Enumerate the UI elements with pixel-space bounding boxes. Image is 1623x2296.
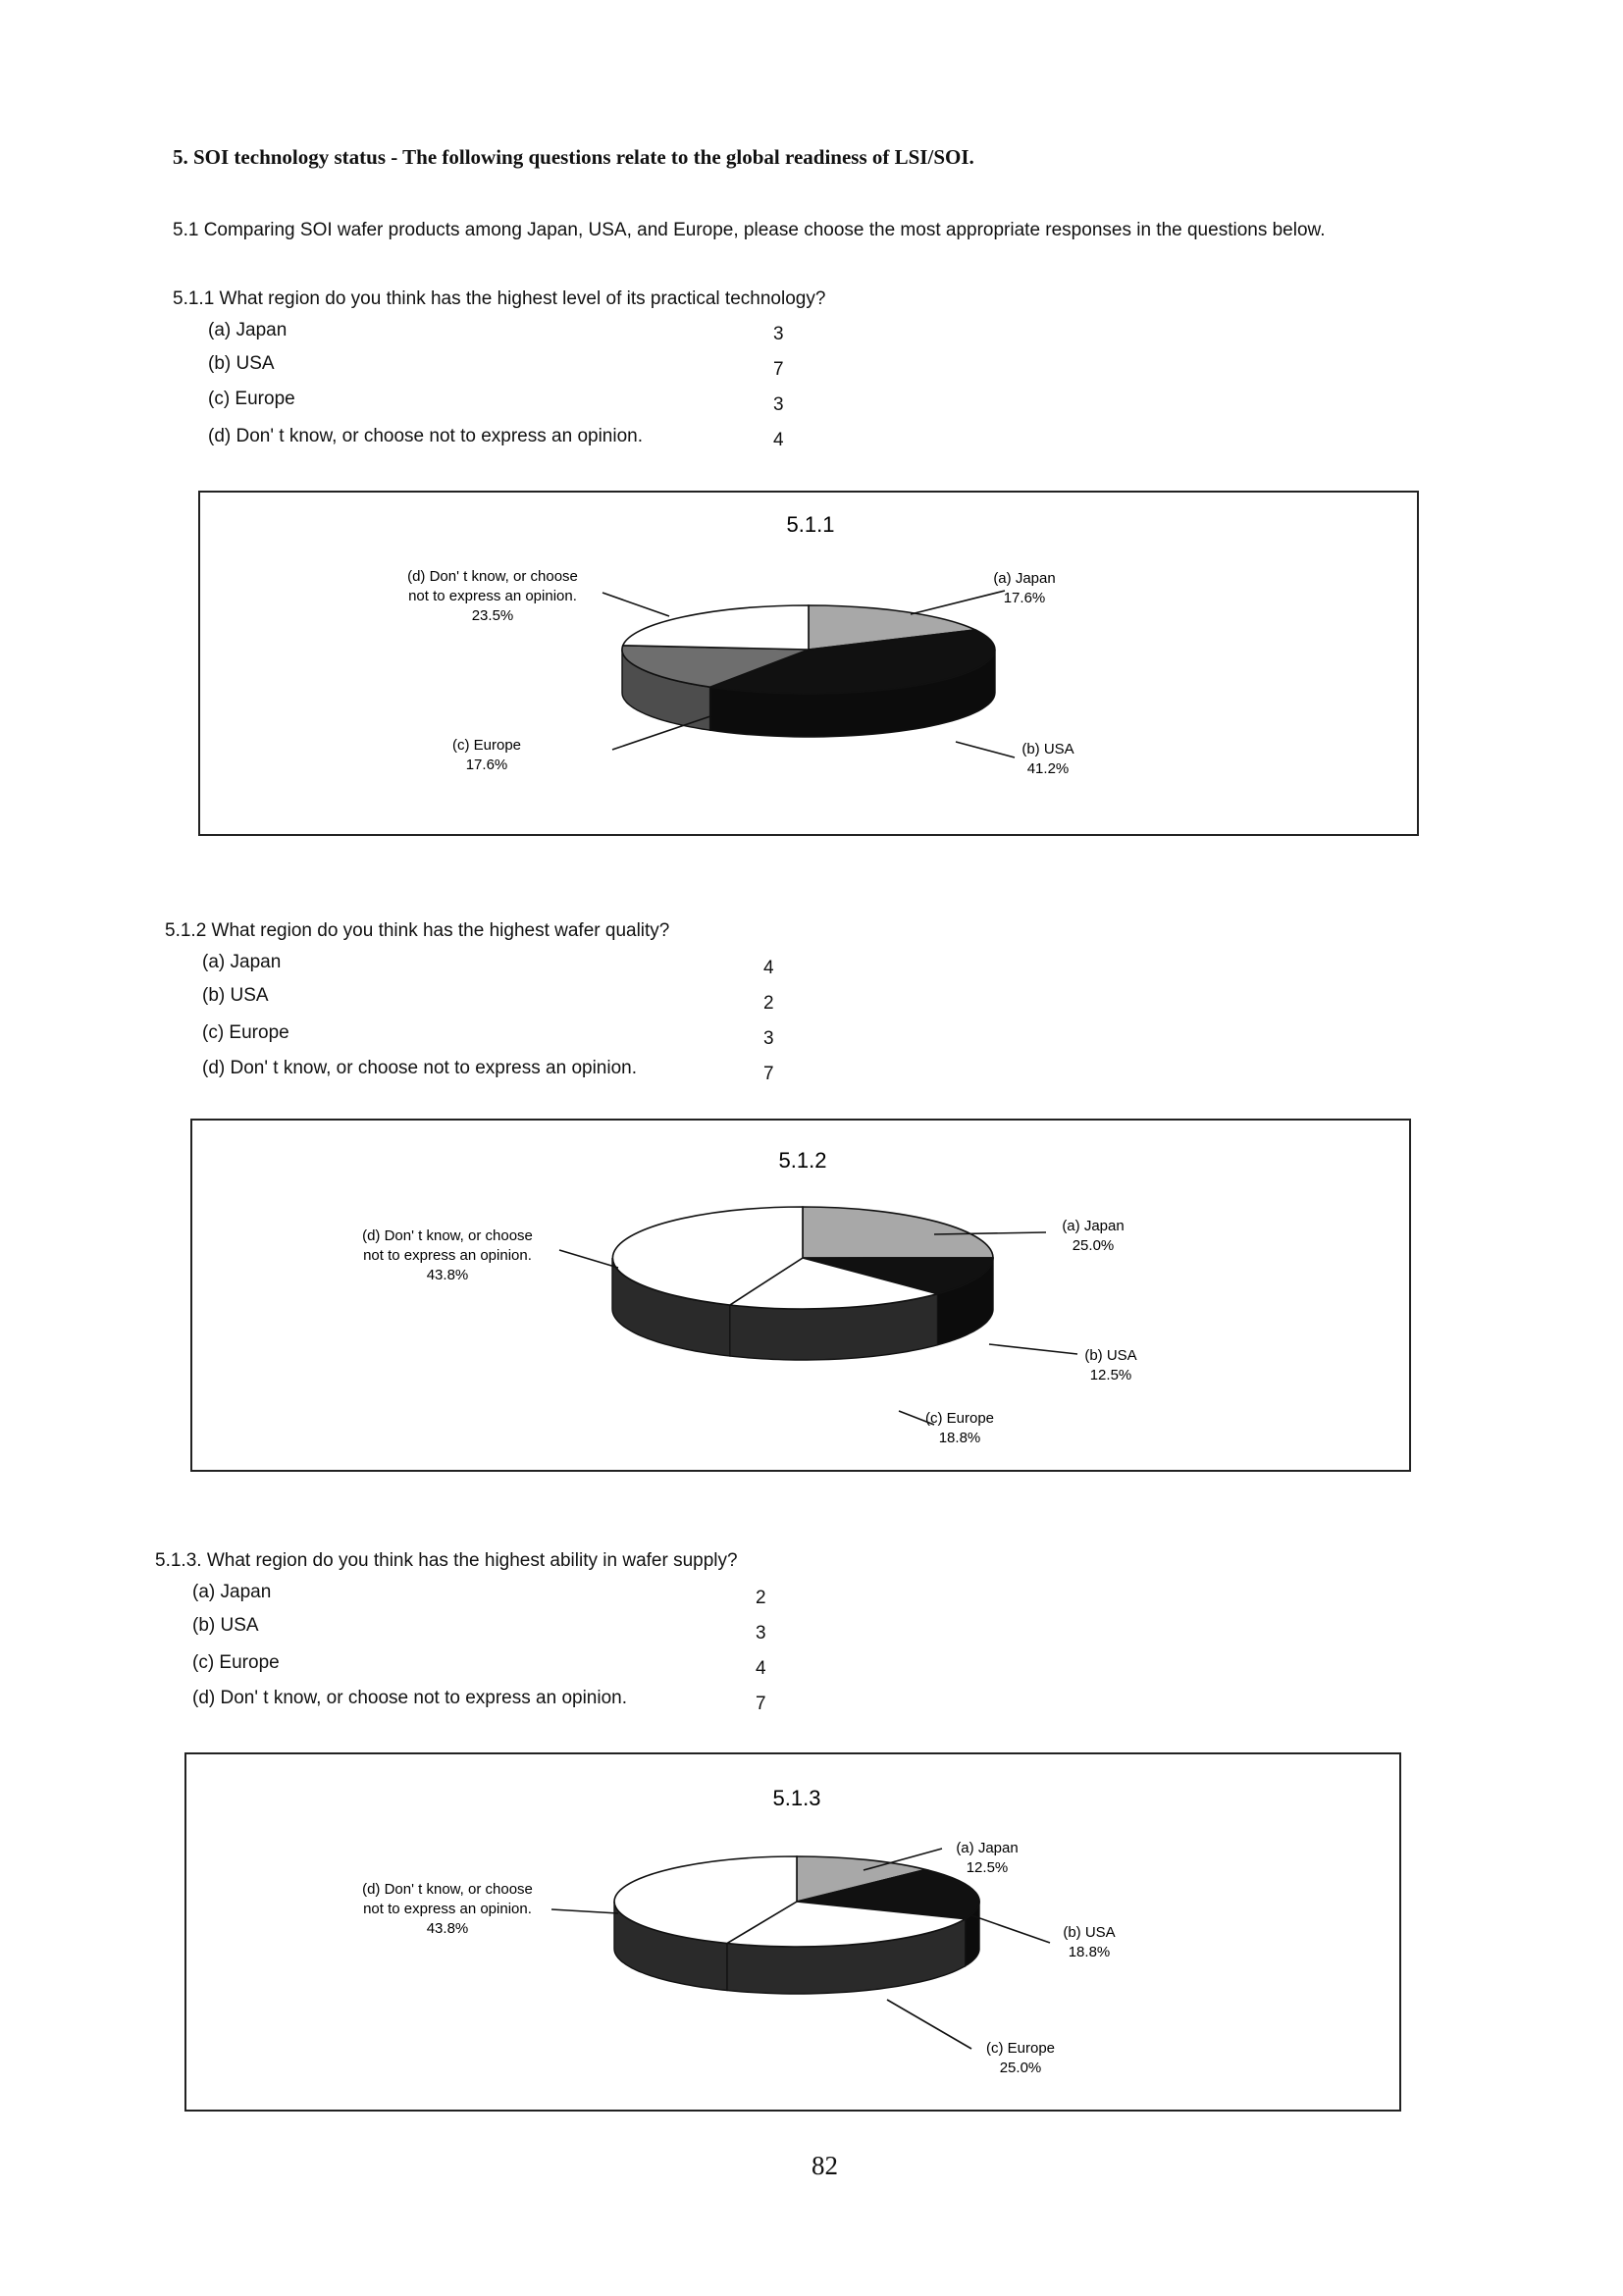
pie-slice-0 [803,1207,993,1258]
svg-text:12.5%: 12.5% [966,1859,1009,1876]
svg-text:23.5%: 23.5% [471,607,514,624]
svg-text:43.8%: 43.8% [426,1920,469,1937]
option-c-label: (c) Europe [192,1652,280,1673]
pie-top [612,1207,993,1309]
option-a-label: (a) Japan [192,1582,272,1602]
option-c-count: 3 [773,394,784,415]
option-d-count: 7 [763,1064,774,1084]
label-japan [993,570,1055,606]
section-intro: 5.1 Comparing SOI wafer products among Japan, USA, and Europe, please choose the most appropriate responses in the questions below. [173,220,1326,240]
chart-title: 5.1.2 [778,1148,827,1173]
svg-text:not to express an opinion.: not to express an opinion. [408,588,577,604]
svg-text:17.6%: 17.6% [1003,590,1046,606]
option-d-label: (d) Don' t know, or choose not to express an opinion. [208,426,643,446]
svg-text:17.6%: 17.6% [465,757,508,773]
question-5-1-1: 5.1.1 What region do you think has the highest level of its practical technology? [173,288,826,309]
svg-text:(d) Don' t know, or choose: (d) Don' t know, or choose [407,568,578,585]
pie-chart-svg [192,1121,1409,1470]
svg-text:(d) Don' t know, or choose: (d) Don' t know, or choose [362,1227,533,1244]
pie-slice-3 [623,605,809,650]
pie-top [622,605,995,694]
svg-text:(a) Japan: (a) Japan [1062,1218,1125,1234]
svg-text:41.2%: 41.2% [1026,760,1070,777]
option-c-label: (c) Europe [208,389,295,409]
pie-chart-svg [186,1754,1399,2110]
svg-text:(b) USA: (b) USA [1021,741,1074,757]
option-b-count: 2 [763,993,774,1014]
option-c-label: (c) Europe [202,1022,289,1043]
question-5-1-2: 5.1.2 What region do you think has the highest wafer quality? [165,920,670,941]
chart-5-1-3 [184,1752,1401,2112]
pie-top [614,1856,979,1947]
svg-text:not to express an opinion.: not to express an opinion. [363,1247,532,1264]
option-d-label: (d) Don' t know, or choose not to express an opinion. [192,1688,627,1708]
label-dont-know [407,568,578,624]
label-usa [1084,1347,1136,1383]
label-dont-know [362,1881,533,1937]
option-c-count: 3 [763,1028,774,1049]
option-a-count: 3 [773,324,784,344]
svg-text:not to express an opinion.: not to express an opinion. [363,1901,532,1917]
chart-title: 5.1.1 [786,512,835,537]
svg-text:25.0%: 25.0% [999,2060,1042,2076]
option-b-count: 7 [773,359,784,380]
option-b-label: (b) USA [208,353,275,374]
label-dont-know [362,1227,533,1283]
section-heading: 5. SOI technology status - The following questions relate to the global readiness of LSI/SOI. [173,145,974,169]
label-japan [1062,1218,1124,1254]
option-b-label: (b) USA [202,985,269,1006]
option-a-label: (a) Japan [202,952,282,972]
chart-title: 5.1.3 [772,1786,821,1810]
svg-text:(d) Don' t know, or choose: (d) Don' t know, or choose [362,1881,533,1898]
option-a-count: 2 [756,1588,766,1608]
pie-chart-svg [200,493,1417,834]
option-a-label: (a) Japan [208,320,288,340]
option-d-label: (d) Don' t know, or choose not to express an opinion. [202,1058,637,1078]
svg-text:(b) USA: (b) USA [1063,1924,1116,1941]
svg-text:(b) USA: (b) USA [1084,1347,1137,1364]
label-europe [986,2040,1055,2076]
question-5-1-3: 5.1.3. What region do you think has the highest ability in wafer supply? [155,1550,738,1571]
page-number: 82 [812,2151,838,2180]
label-japan [956,1840,1018,1876]
option-c-count: 4 [756,1658,766,1679]
svg-text:43.8%: 43.8% [426,1267,469,1283]
svg-text:(c) Europe: (c) Europe [985,2040,1056,2057]
svg-text:(a) Japan: (a) Japan [956,1840,1019,1856]
label-usa [1021,741,1073,777]
chart-5-1-1 [198,491,1419,836]
svg-text:(c) Europe: (c) Europe [451,737,522,754]
label-europe [925,1410,994,1446]
svg-text:18.8%: 18.8% [938,1430,981,1446]
svg-text:(c) Europe: (c) Europe [924,1410,995,1427]
option-a-count: 4 [763,958,774,978]
svg-text:25.0%: 25.0% [1072,1237,1115,1254]
chart-5-1-2 [190,1119,1411,1472]
label-usa [1063,1924,1115,1960]
option-d-count: 4 [773,430,784,450]
option-d-count: 7 [756,1694,766,1714]
svg-text:(a) Japan: (a) Japan [993,570,1056,587]
option-b-label: (b) USA [192,1615,259,1636]
option-b-count: 3 [756,1623,766,1644]
svg-text:12.5%: 12.5% [1089,1367,1132,1383]
svg-text:18.8%: 18.8% [1068,1944,1111,1960]
label-europe [452,737,521,773]
